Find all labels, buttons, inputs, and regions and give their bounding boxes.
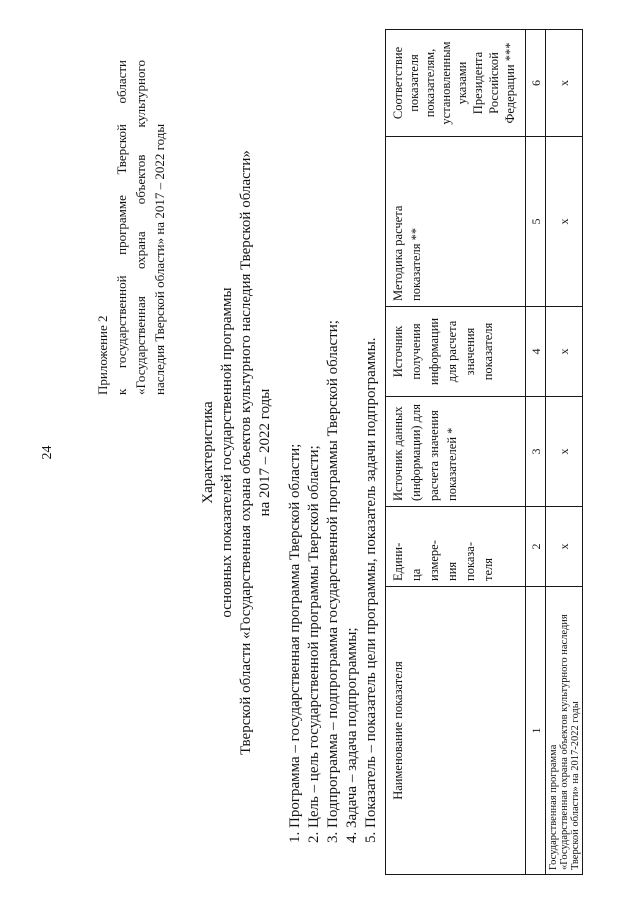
title-line: основных показателей государственной программы (219, 287, 235, 618)
unit-cell: x (546, 507, 583, 587)
title-line: на 2017 – 2022 годы (257, 388, 273, 517)
page-number: 24 (40, 445, 55, 460)
document-title (199, 0, 275, 905)
header-data-source: Источник данных (информации) для расчета значения показателей * (386, 397, 526, 507)
title-heading: Характеристика (200, 401, 216, 504)
definitions-list (286, 23, 381, 843)
header-indicator-name: Наименование показателя (386, 587, 526, 875)
column-number: 3 (526, 397, 546, 507)
appendix-line: к государственной программе Тверской области (114, 60, 129, 395)
definition-item: 2. Цель – цель государственной программы Тверской области; (306, 445, 322, 843)
method-cell: x (546, 137, 583, 307)
definition-item: 4. Задача – задача подпрограммы; (344, 627, 360, 843)
column-number: 6 (526, 30, 546, 137)
title-line: Тверской области «Государственная охрана объектов культурного наследия Тверской области» (238, 150, 254, 755)
info-source-cell: x (546, 307, 583, 397)
header-method: Методика расчета показателя ** (386, 137, 526, 307)
column-number: 2 (526, 507, 546, 587)
definition-item: 1. Программа – государственная программа Тверской области; (287, 443, 303, 843)
definition-item: 3. Подпрограмма – подпрограмма государственной программы Тверской области; (325, 320, 341, 843)
compliance-cell: x (546, 30, 583, 137)
column-number: 4 (526, 307, 546, 397)
appendix-block (93, 60, 169, 395)
header-presidential-compliance: Соответствие показателя показателям, установленным указами Президента Российской Федерации *** (386, 30, 526, 137)
appendix-line: наследия Тверской области» на 2017 – 2022 годы (152, 123, 167, 395)
header-info-source: Источник получения информации для расчета значения показателя (386, 307, 526, 397)
definition-item: 5. Показатель – показатель цели программы, показатель задачи подпрограммы. (363, 337, 379, 843)
appendix-label: Приложение 2 (95, 315, 110, 395)
table-header-row (386, 30, 526, 875)
table-row (546, 30, 583, 875)
column-number: 1 (526, 587, 546, 875)
indicators-table (385, 29, 583, 875)
data-source-cell: x (546, 397, 583, 507)
column-number: 5 (526, 137, 546, 307)
indicator-name-cell: Государственная программа «Государственная охрана объектов культурного наследия Тверской области» на 2017-2022 годы (546, 587, 583, 875)
appendix-line: «Государственная охрана объектов культурного (133, 60, 148, 395)
header-unit: Едини- ца измере- ния показа- теля (386, 507, 526, 587)
column-numbers-row (526, 30, 546, 875)
